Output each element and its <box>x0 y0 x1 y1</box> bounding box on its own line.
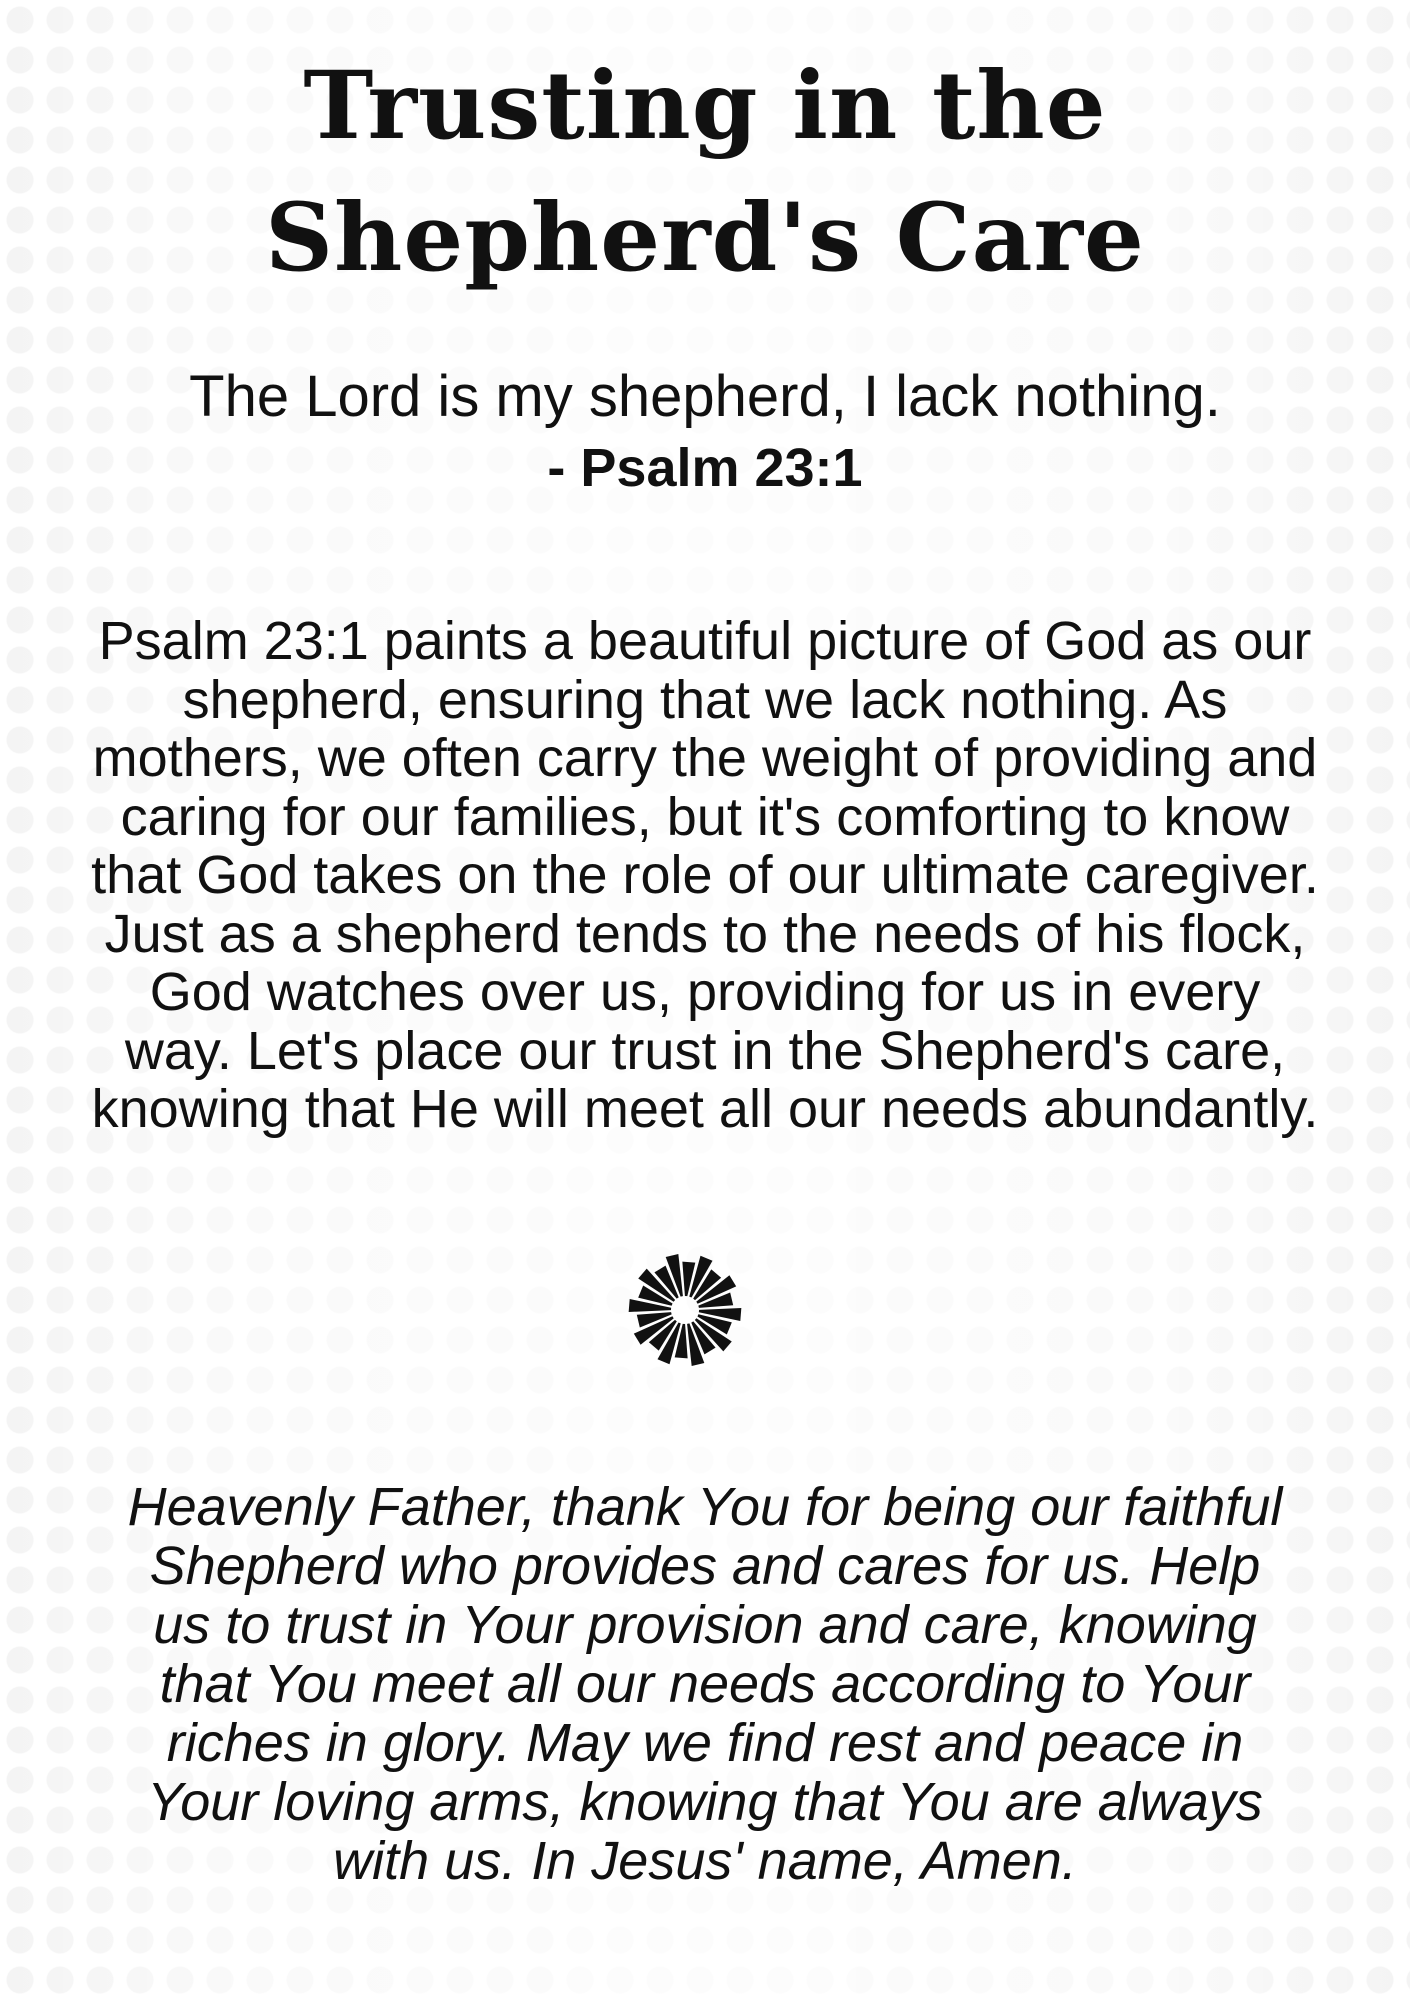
scripture-reference: - Psalm 23:1 <box>547 438 863 498</box>
reflection-line: that God takes on the role of our ultimate caregiver. <box>91 845 1319 905</box>
prayer-line: us to trust in Your provision and care, knowing <box>153 1595 1257 1655</box>
reflection-line: Psalm 23:1 paints a beautiful picture of God as our <box>98 611 1312 671</box>
prayer-line: riches in glory. May we find rest and peace in <box>166 1713 1244 1773</box>
prayer-line: Heavenly Father, thank You for being our faithful <box>127 1477 1283 1537</box>
title-line: Trusting in the <box>303 51 1107 161</box>
reflection-line: mothers, we often carry the weight of providing and <box>92 728 1318 788</box>
scripture-verse: The Lord is my shepherd, I lack nothing. <box>189 364 1221 429</box>
reflection-paragraph <box>60 612 1350 1139</box>
reflection-line: shepherd, ensuring that we lack nothing. As <box>182 669 1228 730</box>
prayer-line: Shepherd who provides and cares for us. Help <box>149 1536 1261 1596</box>
prayer-line: Your loving arms, knowing that You are always <box>147 1772 1263 1832</box>
prayer-paragraph <box>80 1478 1330 1891</box>
reflection-line: Just as a shepherd tends to the needs of his flock, <box>104 903 1306 964</box>
starburst-icon <box>620 1250 750 1370</box>
reflection-line: way. Let's place our trust in the Shepherd's care, <box>124 1020 1286 1081</box>
page-title <box>200 40 1210 304</box>
reflection-line: knowing that He will meet all our needs abundantly. <box>91 1079 1319 1139</box>
prayer-line: with us. In Jesus' name, Amen. <box>333 1831 1077 1891</box>
reflection-line: caring for our families, but it's comforting to know <box>120 786 1290 847</box>
title-line: Shepherd's Care <box>265 183 1145 293</box>
reflection-line: God watches over us, providing for us in every <box>149 962 1261 1022</box>
prayer-line: that You meet all our needs according to Your <box>159 1654 1251 1714</box>
